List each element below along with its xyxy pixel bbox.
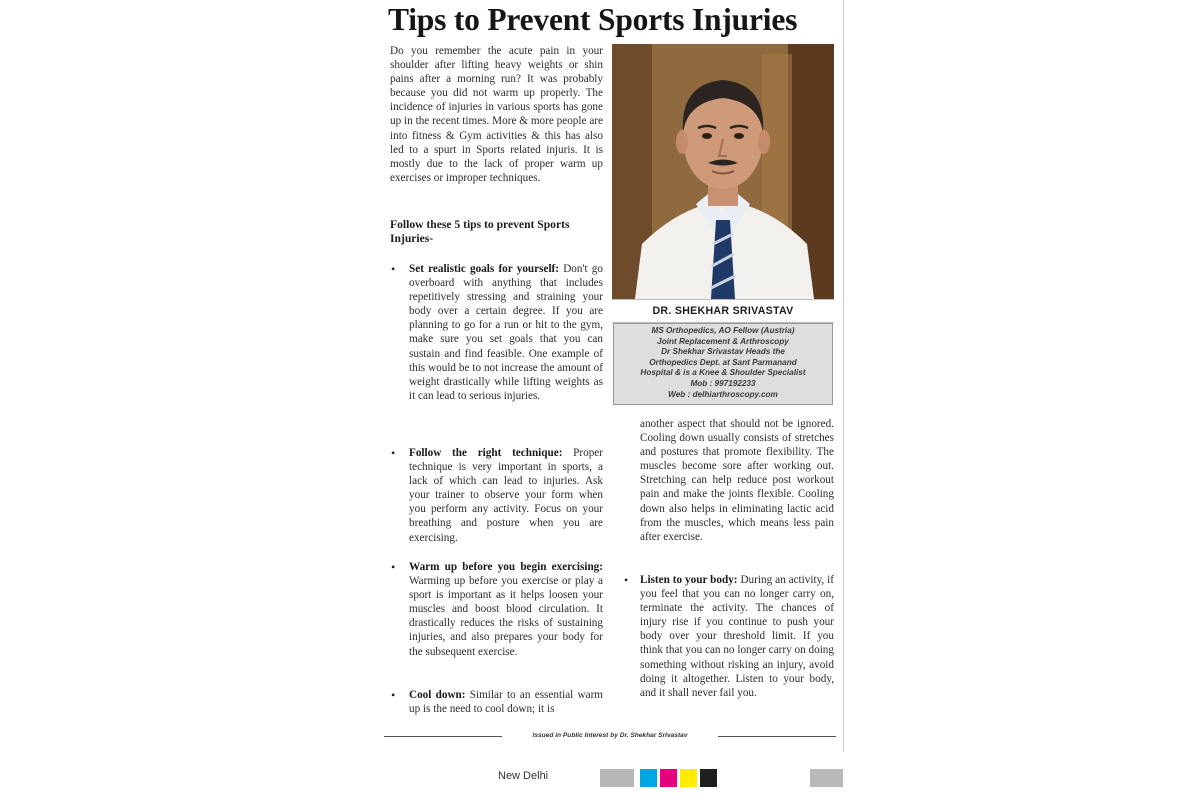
credential-line: Hospital & is a Knee & Shoulder Specialist — [640, 368, 806, 378]
bullet-icon: • — [391, 446, 396, 460]
footer-note — [384, 730, 836, 742]
bullet-icon: • — [391, 560, 396, 574]
credential-line: Orthopedics Dept. at Sant Parmanand — [649, 357, 797, 367]
tip-title: Set realistic goals for yourself: — [409, 263, 559, 275]
bullet-icon: • — [391, 688, 396, 702]
credential-phone: Mob : 997192233 — [690, 378, 756, 388]
doctor-portrait-illustration — [612, 44, 834, 322]
edition-label: New Delhi — [498, 770, 549, 782]
print-black-swatch — [700, 769, 717, 787]
tip-text: Proper technique is very important in sports, a lack of which can lead to injuries. Ask your trainer to observe your form when you perform any activity. Focus on your breathing and posture when you are exercising. — [409, 447, 603, 544]
tips-heading: Follow these 5 tips to prevent Sports Injuries- — [390, 218, 570, 246]
tip-continuation: another aspect that should not be ignored. Cooling down usually consists of stretches and postures that promote flexibility. The muscles become sore after working out. Stretching can help reduce post workout pain and make the joints flexible. Cooling down also helps in eliminating lactic acid from the muscles, which means less pain after exercise. — [640, 418, 834, 543]
bullet-icon: • — [624, 573, 629, 587]
credential-website: Web : delhiarthroscopy.com — [668, 389, 778, 399]
tip-title: Cool down: — [409, 689, 466, 701]
credential-line: MS Orthopedics, AO Fellow (Austria) — [651, 326, 795, 335]
tip-item — [391, 446, 603, 545]
tip-text: Warming up before you exercise or play a sport is important as it helps loosen your muscles and boost blood circulation. It drastically reduces the risks of sustaining injuries, and also prepares your body for the subsequent exercise. — [409, 575, 603, 658]
tip-item — [391, 688, 603, 716]
print-cyan-swatch — [640, 769, 657, 787]
bullet-icon: • — [391, 262, 396, 276]
doctor-credentials-box — [613, 323, 833, 405]
article-headline: Tips to Prevent Sports Injuries — [388, 2, 798, 37]
tip-title: Warm up before you begin exercising: — [409, 561, 603, 573]
credential-line: Joint Replacement & Arthroscopy — [657, 336, 789, 346]
tip-item — [624, 573, 835, 700]
print-yellow-swatch — [680, 769, 697, 787]
tip-text: Similar to an essential warm up is the need to cool down; it is — [409, 689, 603, 716]
tip-item — [391, 262, 603, 403]
tip-title: Listen to your body: — [640, 574, 738, 586]
tip-text: During an activity, if you feel that you can no longer carry on, terminate the activity. The chances of injury rise if you continue to push your body over your threshold limit. If you think that you can no longer carry on doing something without risking an injury, avoid doing it altogether. Listen to your body, and it shall never fail you. — [640, 574, 835, 699]
tip-title: Follow the right technique: — [409, 447, 563, 459]
print-magenta-swatch — [660, 769, 677, 787]
footer-note-text: Issued in Public Interest by Dr. Shekhar Srivastav — [532, 732, 688, 739]
photo-caption: DR. SHEKHAR SRIVASTAV — [612, 299, 834, 323]
tip-item — [391, 560, 603, 659]
print-registration-swatch-right — [810, 769, 843, 787]
credential-line: Dr Shekhar Srivastav Heads the — [661, 347, 785, 357]
footer-rule-left — [384, 736, 502, 737]
doctor-portrait — [612, 44, 834, 322]
print-registration-swatch — [600, 769, 634, 787]
footer-rule-right — [718, 736, 836, 737]
tip-text: Don't go overboard with anything that includes repetitively stressing and straining your body over a certain degree. If you are planning to go for a run or hit to the gym, make sure you set goals that you can sustain and find feasible. One example of this would be to not increase the amount of weight drastically while lifting weights as it can lead to serious injuries. — [409, 263, 603, 402]
article-intro: Do you remember the acute pain in your shoulder after lifting heavy weights or shin pains after a morning run? It was probably because you did not warm up properly. The incidence of injuries in various sports has gone up in the recent times. More & more people are into fitness & Gym activities & this has also led to a spurt in Sports related injuris. It is mostly due to the lack of proper warm up exercises or improper techniques. — [390, 45, 603, 184]
